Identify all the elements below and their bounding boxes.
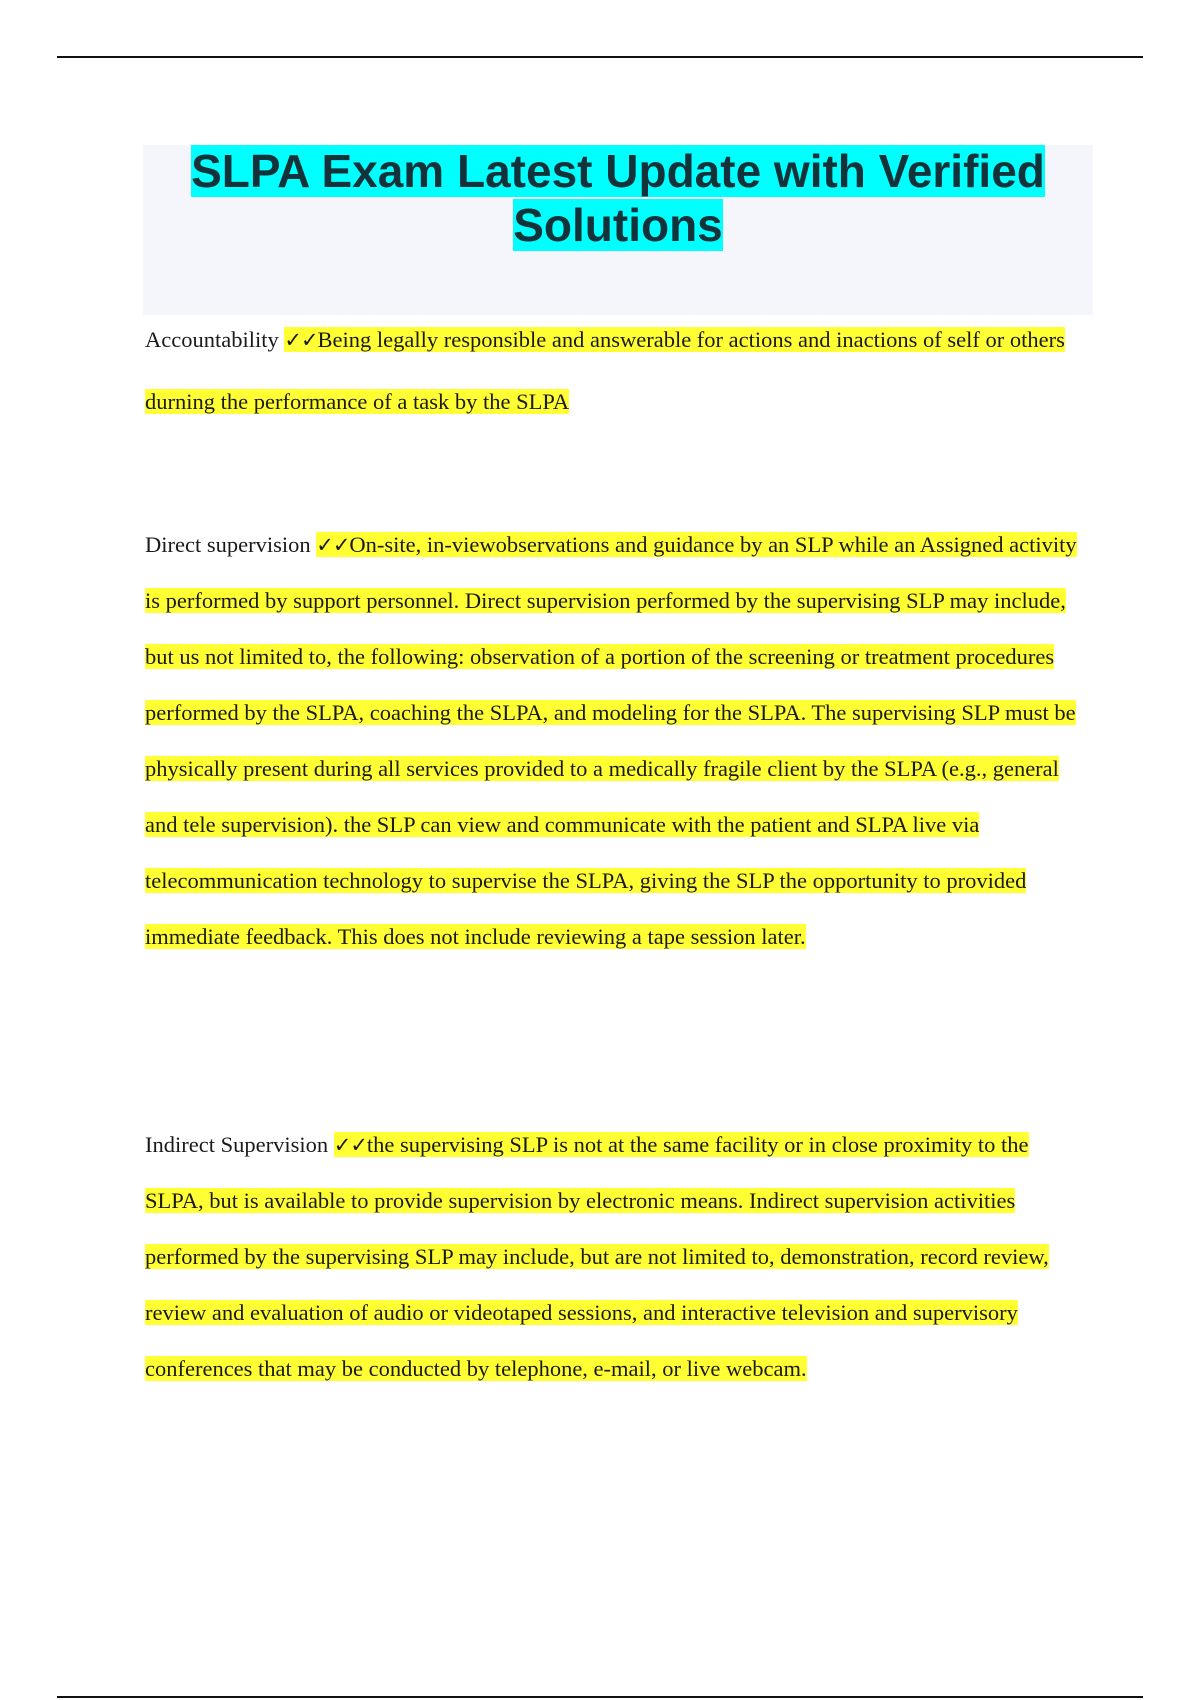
top-rule [57, 56, 1143, 58]
entry-definition: Being legally responsible and answerable for actions and inactions of self or others durning the performance of a task by the SLPA [145, 327, 1065, 414]
entry-answer [145, 1132, 1049, 1381]
document-title-text: SLPA Exam Latest Update with Verified Solutions [191, 145, 1045, 251]
glossary-entry-direct-supervision [145, 517, 1090, 965]
entry-term: Direct supervision [145, 532, 311, 557]
entry-definition: On-site, in-viewobservations and guidance by an SLP while an Assigned activity is performed by support personnel. Direct supervision performed by the supervising SLP may include, but us not limited to, the following: observation of a portion of the screening or treatment procedures performed by the SLPA, coaching the SLPA, and modeling for the SLPA. The supervising SLP must be physically present during all services provided to a medically fragile client by the SLPA (e.g., general and tele supervision). the SLP can view and communicate with the patient and SLPA live via telecommunication technology to supervise the SLPA, giving the SLP the opportunity to provided immediate feedback. This does not include reviewing a tape session later. [145, 532, 1077, 949]
entry-answer [145, 327, 1065, 414]
entry-definition: the supervising SLP is not at the same facility or in close proximity to the SLPA, but is available to provide supervision by electronic means. Indirect supervision activities performed by the supervising SLP may include, but are not limited to, demonstration, record review, review and evaluation of audio or videotaped sessions, and interactive television and supervisory conferences that may be conducted by telephone, e-mail, or live webcam. [145, 1132, 1049, 1381]
double-check-icon: ✓✓ [333, 1133, 367, 1157]
glossary-entry-accountability [145, 309, 1090, 432]
glossary-entry-indirect-supervision [145, 1117, 1090, 1397]
document-title [143, 144, 1093, 252]
entry-term: Indirect Supervision [145, 1132, 329, 1157]
double-check-icon: ✓✓ [284, 328, 318, 352]
entry-answer [145, 532, 1077, 949]
bottom-rule [57, 1696, 1143, 1698]
double-check-icon: ✓✓ [316, 533, 350, 557]
entry-term: Accountability [145, 327, 279, 352]
